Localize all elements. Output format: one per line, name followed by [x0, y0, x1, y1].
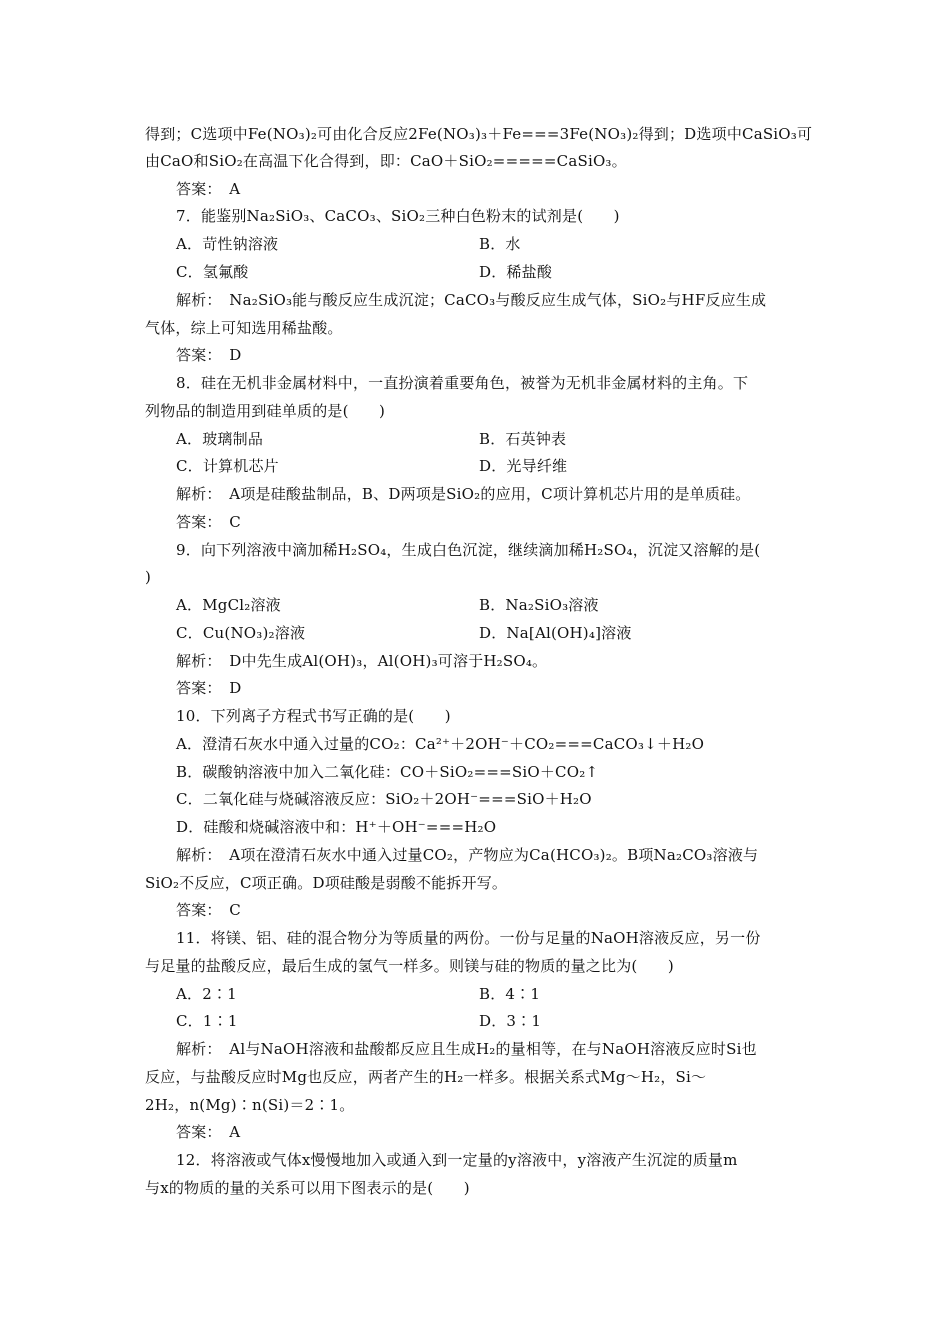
option-d: D．Na[Al(OH)₄]溶液 [479, 624, 632, 642]
option-c: C．二氧化硅与烧碱溶液反应：SiO₂＋2OH⁻===SiO＋H₂O [176, 790, 592, 808]
answer-line: 答案： D [176, 679, 242, 697]
option-a: A．玻璃制品 [176, 430, 264, 448]
option-b: B．碳酸钠溶液中加入二氧化硅：CO＋SiO₂===SiO＋CO₂↑ [176, 763, 599, 781]
option-a: A．澄清石灰水中通入过量的CO₂：Ca²⁺＋2OH⁻＋CO₂===CaCO₃↓＋H₂O [176, 735, 705, 753]
text-line: 反应，与盐酸反应时Mg也反应，两者产生的H₂一样多。根据关系式Mg～H₂，Si～ [145, 1068, 707, 1086]
analysis-line: 解析： A项是硅酸盐制品，B、D两项是SiO₂的应用，C项计算机芯片用的是单质硅。 [176, 485, 751, 503]
answer-line: 答案： C [176, 513, 241, 531]
analysis-line: 解析： Al与NaOH溶液和盐酸都反应且生成H₂的量相等，在与NaOH溶液反应时Si也 [176, 1040, 757, 1058]
option-b: B．Na₂SiO₃溶液 [479, 596, 599, 614]
text-line: 与x的物质的量的关系可以用下图表示的是( ) [145, 1179, 470, 1197]
option-d: D．硅酸和烧碱溶液中和：H⁺＋OH⁻===H₂O [176, 818, 497, 836]
question-12: 12．将溶液或气体x慢慢地加入或通入到一定量的y溶液中，y溶液产生沉淀的质量m [176, 1151, 738, 1169]
text-line: 由CaO和SiO₂在高温下化合得到，即：CaO＋SiO₂=====CaSiO₃。 [145, 152, 627, 170]
analysis-line: 解析： A项在澄清石灰水中通入过量CO₂，产物应为Ca(HCO₃)₂。B项Na₂CO₃溶液与 [176, 846, 759, 864]
answer-line: 答案： D [176, 346, 242, 364]
question-10: 10．下列离子方程式书写正确的是( ) [176, 707, 451, 725]
answer-line: 答案： A [176, 180, 241, 198]
option-d: D．光导纤维 [479, 457, 568, 475]
option-c: C．氢氟酸 [176, 263, 249, 281]
option-c: C．Cu(NO₃)₂溶液 [176, 624, 306, 642]
option-d: D．3∶1 [479, 1012, 542, 1030]
option-c: C．1∶1 [176, 1012, 238, 1030]
option-b: B．石英钟表 [479, 430, 567, 448]
analysis-line: 解析： Na₂SiO₃能与酸反应生成沉淀；CaCO₃与酸反应生成气体，SiO₂与HF反应生成 [176, 291, 767, 309]
option-c: C．计算机芯片 [176, 457, 279, 475]
analysis-line: 解析： D中先生成Al(OH)₃，Al(OH)₃可溶于H₂SO₄。 [176, 652, 548, 670]
text-line: 得到；C选项中Fe(NO₃)₂可由化合反应2Fe(NO₃)₃＋Fe===3Fe(NO₃)₂得到；D选项中CaSiO₃可 [145, 125, 813, 143]
option-a: A．MgCl₂溶液 [176, 596, 281, 614]
text-line: 列物品的制造用到硅单质的是( ) [145, 402, 386, 420]
text-line: 气体，综上可知选用稀盐酸。 [145, 319, 343, 337]
option-a: A．苛性钠溶液 [176, 235, 279, 253]
option-b: B．4∶1 [479, 985, 541, 1003]
text-line: 2H₂，n(Mg)∶n(Si)＝2∶1。 [145, 1096, 355, 1114]
question-8: 8．硅在无机非金属材料中，一直扮演着重要角色，被誉为无机非金属材料的主角。下 [176, 374, 749, 392]
answer-line: 答案： A [176, 1123, 241, 1141]
option-a: A．2∶1 [176, 985, 237, 1003]
question-9: 9．向下列溶液中滴加稀H₂SO₄，生成白色沉淀，继续滴加稀H₂SO₄，沉淀又溶解的是( [176, 541, 761, 559]
answer-line: 答案： C [176, 901, 241, 919]
option-d: D．稀盐酸 [479, 263, 553, 281]
text-line: 与足量的盐酸反应，最后生成的氢气一样多。则镁与硅的物质的量之比为( ) [145, 957, 674, 975]
text-line: SiO₂不反应，C项正确。D项硅酸是弱酸不能拆开写。 [145, 874, 508, 892]
question-11: 11．将镁、铝、硅的混合物分为等质量的两份。一份与足量的NaOH溶液反应，另一份 [176, 929, 761, 947]
question-7: 7．能鉴别Na₂SiO₃、CaCO₃、SiO₂三种白色粉末的试剂是( ) [176, 207, 620, 225]
option-b: B．水 [479, 235, 521, 253]
text-line: ) [145, 568, 152, 586]
